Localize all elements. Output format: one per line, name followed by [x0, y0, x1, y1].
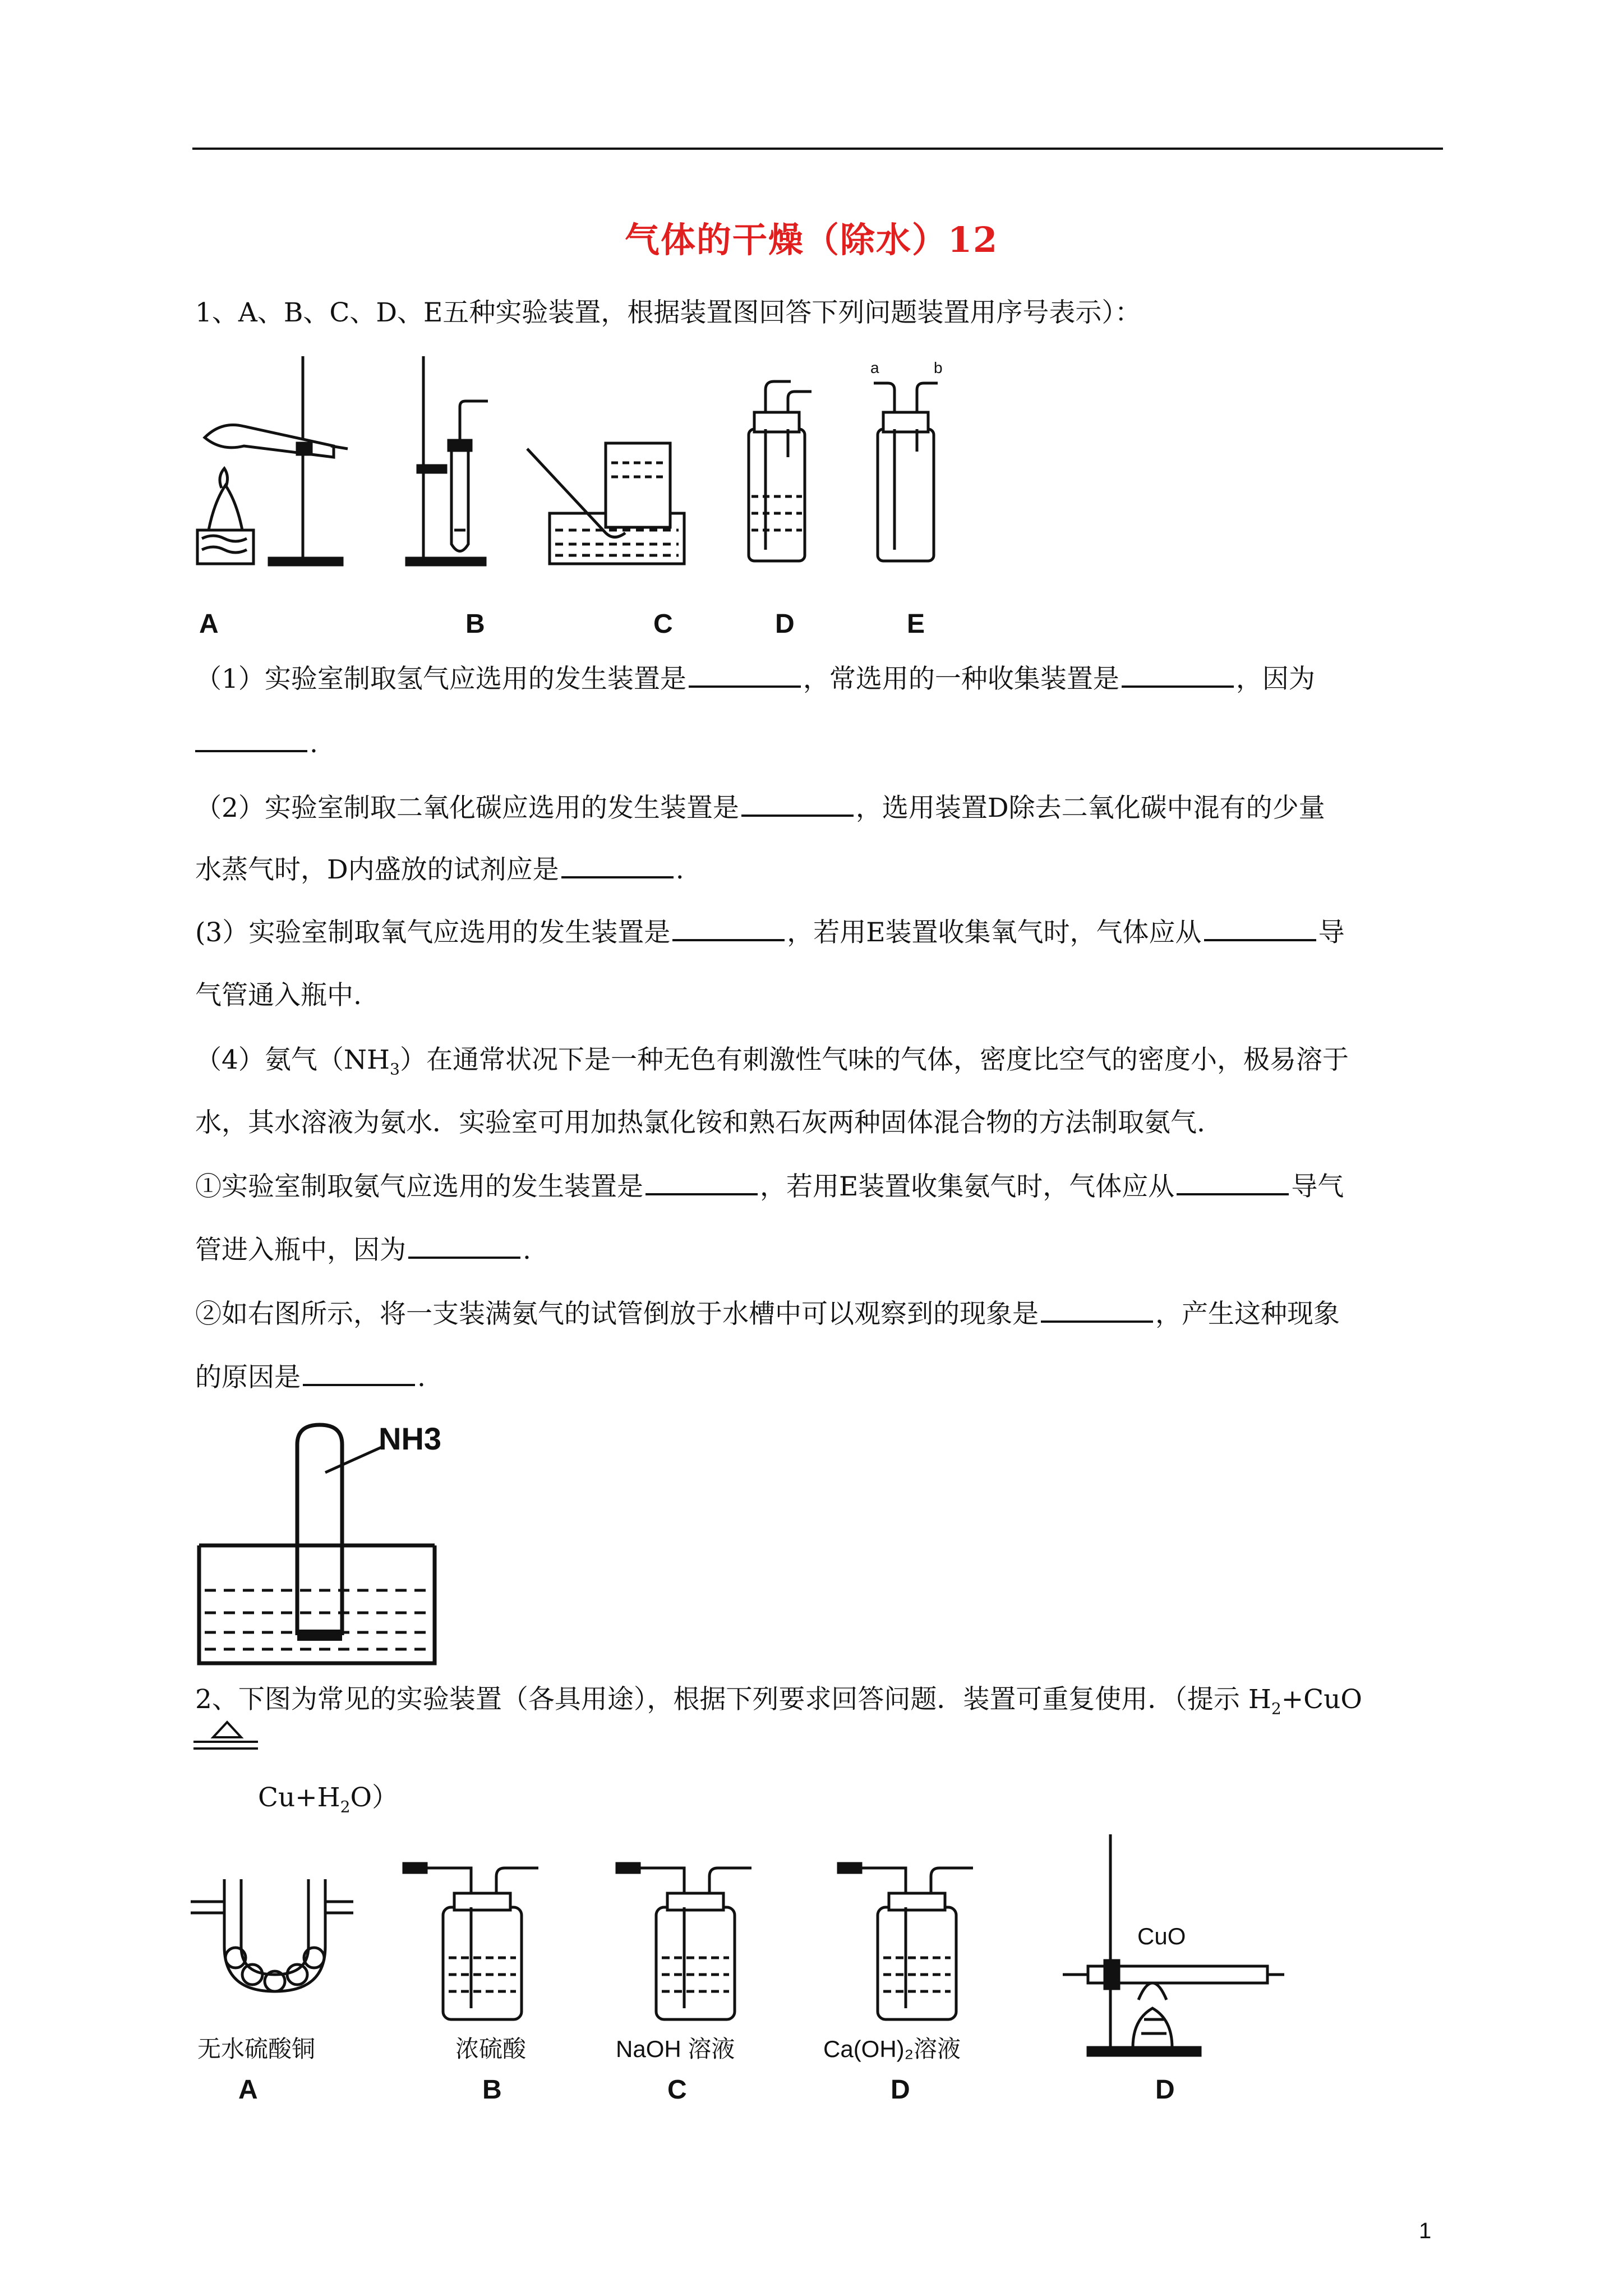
nh3-label: NH3 — [379, 1421, 442, 1456]
q1-part4-sub: 3 — [390, 1060, 400, 1079]
q1-part2-cont — [195, 853, 684, 887]
apparatus-e-drawing — [874, 383, 938, 561]
q2-intro — [195, 1683, 1362, 1726]
q2-intro-sub: 2 — [1271, 1699, 1281, 1718]
q1-part1-text-a: （1）实验室制取氢气应选用的发生装置是 — [195, 664, 686, 694]
q2-intro-end: +CuO — [1281, 1684, 1362, 1715]
q2-apparatus-d-drawing — [838, 1864, 973, 2019]
q1-part1-text-b: ，常选用的一种收集装置是 — [803, 664, 1119, 694]
q1-part3-cont: 气管通入瓶中. — [195, 980, 362, 1011]
q1-part1 — [195, 662, 1315, 696]
q2-label-heating: D — [1155, 2075, 1175, 2105]
q1-sub1-end: . — [523, 1235, 531, 1266]
q1-sub2 — [195, 1297, 1340, 1331]
q1-label-c: C — [653, 609, 673, 639]
q2-intro-text: 2、下图为常见的实验装置（各具用途），根据下列要求回答问题．装置可重复使用．（提示 H — [195, 1684, 1271, 1715]
q1-part1-blank2[interactable] — [1122, 662, 1234, 688]
q1-sub1-text-b: ，若用E装置收集氨气时，气体应从 — [760, 1171, 1175, 1202]
reagent-a: 无水硫酸铜 — [197, 2036, 316, 2062]
q1-intro: 1、A、B、C、D、E五种实验装置，根据装置图回答下列问题装置用序号表示）： — [195, 297, 1141, 328]
q1-sub2-text-c: 的原因是 — [195, 1362, 301, 1393]
apparatus-c-drawing — [527, 443, 684, 564]
q1-sub2-text-b: ，产生这种现象 — [1155, 1299, 1340, 1329]
apparatus-d-drawing — [749, 381, 811, 561]
cuo-label: CuO — [1137, 1923, 1186, 1949]
q1-sub1-blank2[interactable] — [1177, 1170, 1289, 1195]
q1-sub2-blank2[interactable] — [303, 1360, 415, 1386]
q1-sub1-blank1[interactable] — [645, 1170, 758, 1195]
q1-sub2-end: . — [417, 1362, 426, 1393]
q1-label-e: E — [907, 609, 925, 639]
q2-eq-sub: 2 — [340, 1797, 351, 1816]
q1-part1-cont — [195, 726, 318, 761]
reagent-d: Ca(OH)₂溶液 — [823, 2036, 961, 2062]
q1-part2-text-b: ，选用装置D除去二氧化碳中混有的少量 — [855, 793, 1325, 823]
q1-part4 — [195, 1043, 1349, 1086]
q1-label-d: D — [775, 609, 795, 639]
q1-part3-text-c: 导 — [1318, 917, 1345, 948]
q1-sub1-text-a: ①实验室制取氨气应选用的发生装置是 — [195, 1171, 643, 1202]
q2-eq-b: O） — [350, 1782, 399, 1813]
q2-label-d: D — [891, 2075, 910, 2105]
q1-sub1-cont — [195, 1233, 531, 1267]
q1-part4-text-a: （4）氨气（NH — [195, 1045, 390, 1075]
nh3-trough-figure — [196, 1422, 449, 1674]
q1-part2-text-c: 水蒸气时，D内盛放的试剂应是 — [195, 854, 559, 885]
q1-sub2-cont — [195, 1360, 426, 1395]
q1-part1-text-c: ，因为 — [1235, 664, 1315, 694]
q1-part3-blank1[interactable] — [672, 915, 785, 941]
e-port-a-label: a — [870, 359, 879, 376]
q1-sub2-text-a: ②如右图所示，将一支装满氨气的试管倒放于水槽中可以观察到的现象是 — [195, 1299, 1039, 1329]
q1-sub1-text-d: 管进入瓶中，因为 — [195, 1235, 406, 1266]
header-rule — [192, 148, 1443, 150]
q1-part2-blank2[interactable] — [561, 853, 674, 878]
q2-label-b: B — [482, 2075, 502, 2105]
q1-sub1-blank3[interactable] — [408, 1233, 520, 1259]
q1-part3-text-a: (3）实验室制取氧气应选用的发生装置是 — [195, 917, 671, 948]
q2-eq-a: Cu+H — [258, 1782, 340, 1813]
apparatus-a-drawing — [197, 356, 348, 565]
reagent-b: 浓硫酸 — [455, 2036, 527, 2062]
q1-part2-end: . — [675, 854, 684, 885]
q1-part4-text-b: ）在通常状况下是一种无色有刺激性气味的气体，密度比空气的密度小，极易溶于 — [399, 1045, 1349, 1075]
q2-label-c: C — [667, 2075, 687, 2105]
q1-sub1-text-c: 导气 — [1291, 1171, 1344, 1202]
q1-part3 — [195, 915, 1345, 950]
page-title: 气体的干燥（除水）12 — [624, 219, 999, 260]
q1-part3-blank2[interactable] — [1204, 915, 1316, 941]
q2-apparatus-b-drawing — [404, 1864, 538, 2019]
q1-part2-text-a: （2）实验室制取二氧化碳应选用的发生装置是 — [195, 793, 739, 823]
q1-part1-blank1[interactable] — [689, 662, 801, 688]
q2-apparatus-figure — [191, 1834, 1284, 2070]
q1-sub1 — [195, 1170, 1344, 1204]
q2-equation — [258, 1781, 398, 1824]
q2-apparatus-c-drawing — [617, 1864, 751, 2019]
q1-sub2-blank1[interactable] — [1041, 1297, 1153, 1323]
q1-part4-cont: 水，其水溶液为氨水．实验室可用加热氯化铵和熟石灰两种固体混合物的方法制取氨气. — [195, 1107, 1205, 1138]
e-port-b-label: b — [934, 359, 943, 376]
q1-part3-text-b: ，若用E装置收集氧气时，气体应从 — [787, 917, 1202, 948]
q1-part2-blank1[interactable] — [741, 791, 854, 817]
q1-part1-blank3[interactable] — [195, 726, 307, 752]
q1-apparatus-figure — [191, 345, 976, 581]
heat-condition-symbol — [193, 1719, 261, 1753]
reagent-c: NaOH 溶液 — [616, 2036, 735, 2062]
q1-part1-end: . — [310, 728, 318, 759]
q2-label-a: A — [238, 2075, 258, 2105]
q1-part2 — [195, 791, 1325, 825]
q1-label-a: A — [199, 609, 219, 639]
q2-apparatus-a-drawing — [191, 1879, 353, 1991]
page-number: 1 — [1419, 2219, 1432, 2243]
apparatus-b-drawing — [407, 356, 488, 565]
q1-label-b: B — [465, 609, 485, 639]
